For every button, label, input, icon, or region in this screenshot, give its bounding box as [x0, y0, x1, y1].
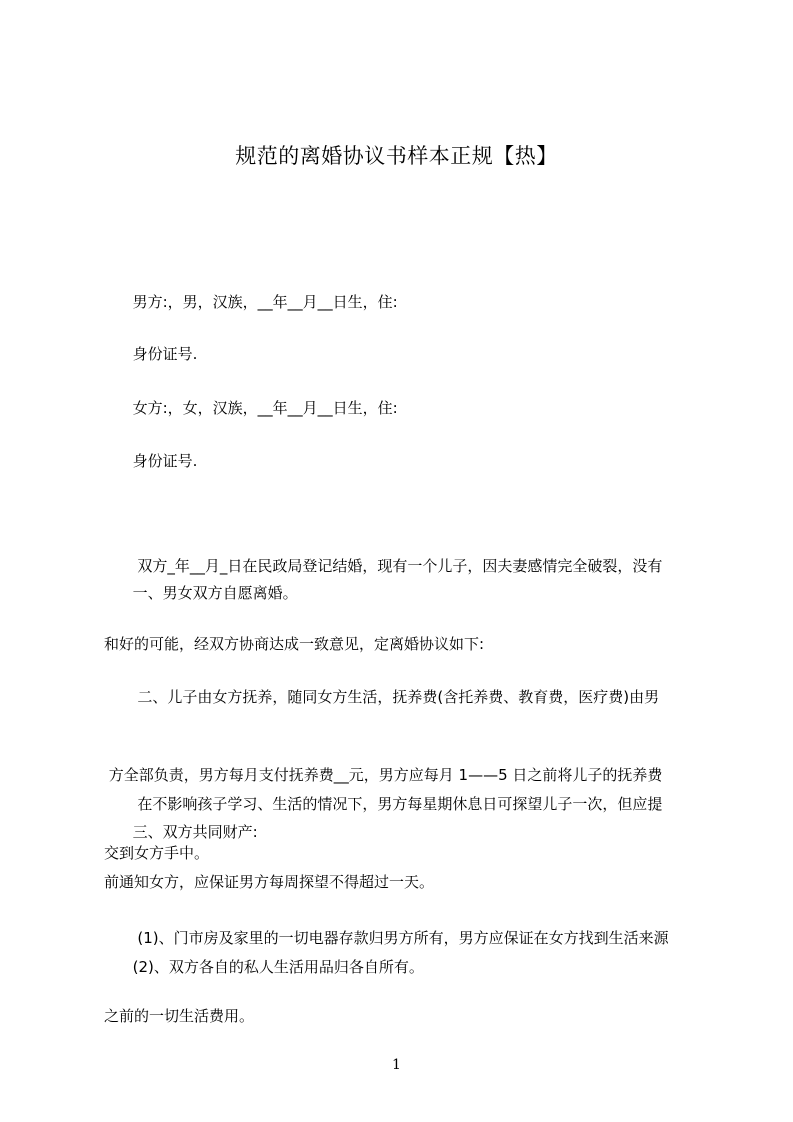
paragraph-line: (2)、双方各自的私人生活用品归各自所有。: [104, 958, 424, 976]
paragraph-line: 身份证号.: [104, 345, 198, 363]
paragraph-line: (1)、门市房及家里的一切电器存款归男方所有，男方应保证在女方找到生活来源: [104, 929, 669, 947]
paragraph-line: 和好的可能，经双方协商达成一致意见，定离婚协议如下:: [104, 635, 485, 653]
paragraph-line: 交到女方手中。: [104, 844, 210, 862]
paragraph-line: 身份证号.: [104, 452, 198, 470]
paragraph-line: 一、男女双方自愿离婚。: [104, 584, 298, 602]
paragraph-female-info: [104, 395, 710, 421]
paragraph-line: 二、儿子由女方抚养，随同女方生活，抚养费(含托养费、教育费，医疗费)由男: [104, 688, 660, 706]
paragraph-line: 双方_年__月_日在民政局登记结婚，现有一个儿子，因夫妻感情完全破裂，没有: [104, 557, 663, 575]
paragraph-line: 男方:，男，汉族，__年__月__日生，住:: [104, 293, 398, 311]
paragraph-section-one: [104, 580, 710, 606]
document-title: 规范的离婚协议书样本正规【热】: [235, 144, 558, 168]
paragraph-male-id: [104, 341, 710, 367]
paragraph-line: 女方:，女，汉族，__年__月__日生，住:: [104, 399, 398, 417]
page-number: 1: [392, 1057, 401, 1073]
paragraph-line: 方全部负责，男方每月支付抚养费__元，男方应每月 1——5 日之前将儿子的抚养费: [104, 766, 663, 784]
paragraph-section-three: [104, 819, 710, 845]
paragraph-property-item-2: [104, 954, 710, 980]
paragraph-female-id: [104, 448, 710, 474]
paragraph-line: 在不影响孩子学习、生活的情况下，男方每星期休息日可探望儿子一次，但应提: [104, 795, 663, 813]
paragraph-line: 之前的一切生活费用。: [104, 1007, 255, 1025]
paragraph-line: 三、双方共同财产:: [104, 823, 258, 841]
paragraph-male-info: [104, 289, 710, 315]
paragraph-line: 前通知女方，应保证男方每周探望不得超过一天。: [104, 873, 435, 891]
